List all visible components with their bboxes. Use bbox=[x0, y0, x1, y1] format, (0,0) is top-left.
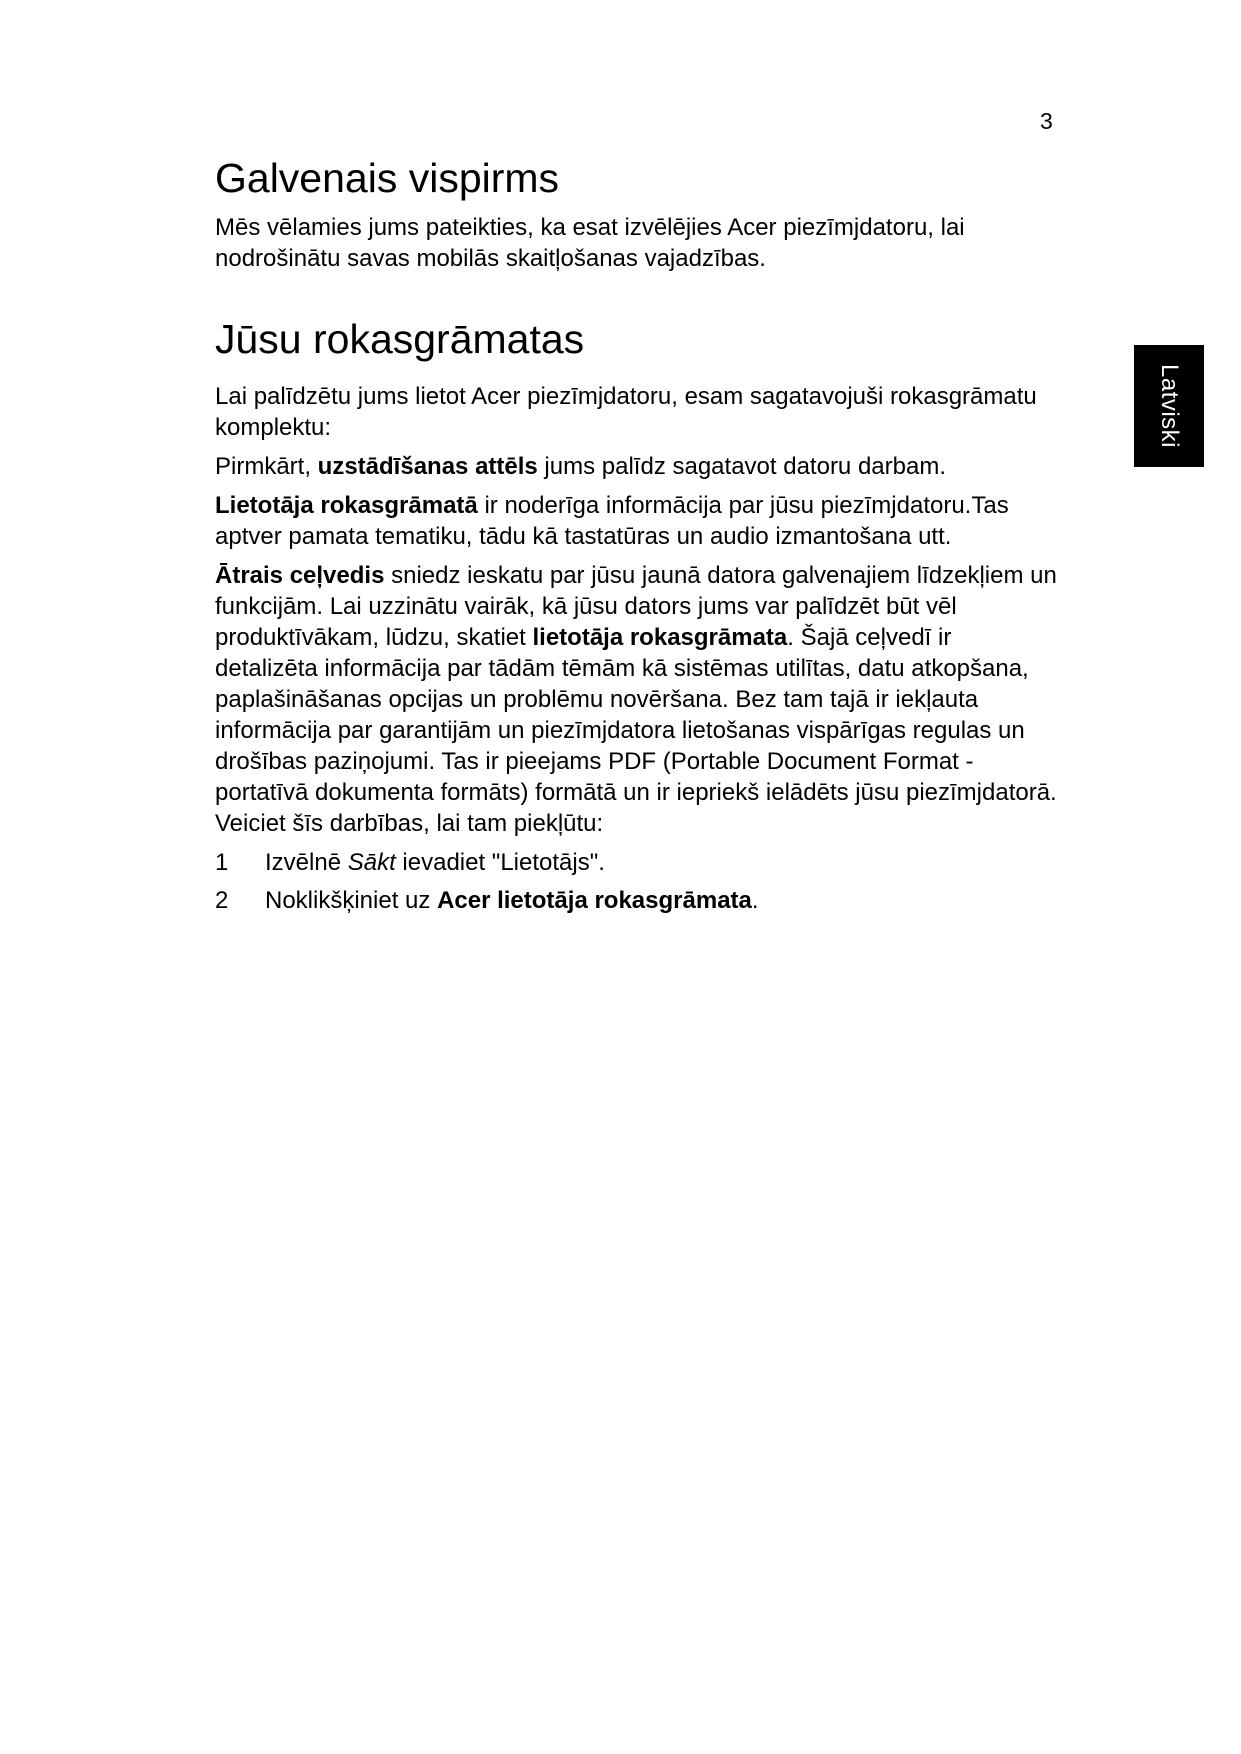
step-text bbox=[265, 847, 605, 878]
guides-intro-paragraph: Lai palīdzētu jums lietot Acer piezīmjdatoru, esam sagatavojuši rokasgrāmatu komplektu: bbox=[215, 383, 1037, 442]
step-text-post: . bbox=[751, 887, 759, 915]
list-item bbox=[215, 885, 1060, 916]
user-guide-term: Lietotāja rokasgrāmatā bbox=[215, 492, 478, 520]
page-number: 3 bbox=[1040, 108, 1053, 134]
intro-paragraph: Mēs vēlamies jums pateikties, ka esat izvēlējies Acer piezīmjdatoru, lai nodrošinātu savas mobilās skaitļošanas vajadzības. bbox=[215, 214, 965, 273]
user-manual-term: lietotāja rokasgrāmata bbox=[532, 624, 788, 652]
setup-poster-pre: Pirmkārt, bbox=[215, 453, 318, 481]
quick-guide-paragraph bbox=[215, 560, 1060, 839]
step-number: 2 bbox=[215, 887, 229, 915]
user-guide-paragraph bbox=[215, 490, 1060, 552]
language-tab bbox=[1134, 345, 1204, 467]
quick-guide-text-2: . Šajā ceļvedī ir detalizēta informācija par tādām tēmām kā sistēmas utilītas, datu atkopšana, paplašināšanas opcijas un problēmu novēršana. Bez tam tajā ir iekļauta informācija par garantijām un piezīmjdatora lietošanas vispārīgas regulas un drošības paziņojumi. Tas ir pieejams PDF (Portable Document Format - portatīvā dokumenta formāts) formātā un ir iepriekš ielādēts jūsu piezīmjdatorā. Veiciet šīs darbības, lai tam piekļūtu: bbox=[215, 624, 1057, 838]
steps-list bbox=[215, 847, 1060, 916]
start-menu-term: Sākt bbox=[347, 849, 396, 877]
language-tab-label: Latviski bbox=[1156, 363, 1183, 449]
step-text-pre: Izvēlnē bbox=[265, 849, 348, 877]
step-text-pre: Noklikšķiniet uz bbox=[265, 887, 438, 915]
acer-user-guide-term: Acer lietotāja rokasgrāmata bbox=[437, 887, 752, 915]
setup-poster-paragraph bbox=[215, 451, 1060, 482]
list-item bbox=[215, 847, 1060, 878]
quick-guide-term: Ātrais ceļvedis bbox=[215, 562, 385, 590]
step-text bbox=[265, 885, 759, 916]
section-title-first-things-first: Galvenais vispirms bbox=[215, 155, 560, 201]
page-content bbox=[215, 155, 1060, 923]
setup-poster-post: jums palīdz sagatavot datoru darbam. bbox=[537, 453, 946, 481]
user-guide-text: ir noderīga informācija par jūsu piezīmjdatoru.Tas aptver pamata tematiku, tādu kā tastatūras un audio izmantošana utt. bbox=[215, 492, 1009, 551]
section-title-your-guides: Jūsu rokasgrāmatas bbox=[215, 316, 585, 363]
setup-poster-term: uzstādīšanas attēls bbox=[317, 453, 538, 481]
step-text-post: ievadiet "Lietotājs". bbox=[395, 849, 605, 877]
step-number: 1 bbox=[215, 849, 229, 877]
quick-guide-text-1: sniedz ieskatu par jūsu jaunā datora galvenajiem līdzekļiem un funkcijām. Lai uzzinātu vairāk, kā jūsu dators jums var palīdzēt būt vēl produktīvākam, lūdzu, skatiet bbox=[215, 562, 1057, 652]
